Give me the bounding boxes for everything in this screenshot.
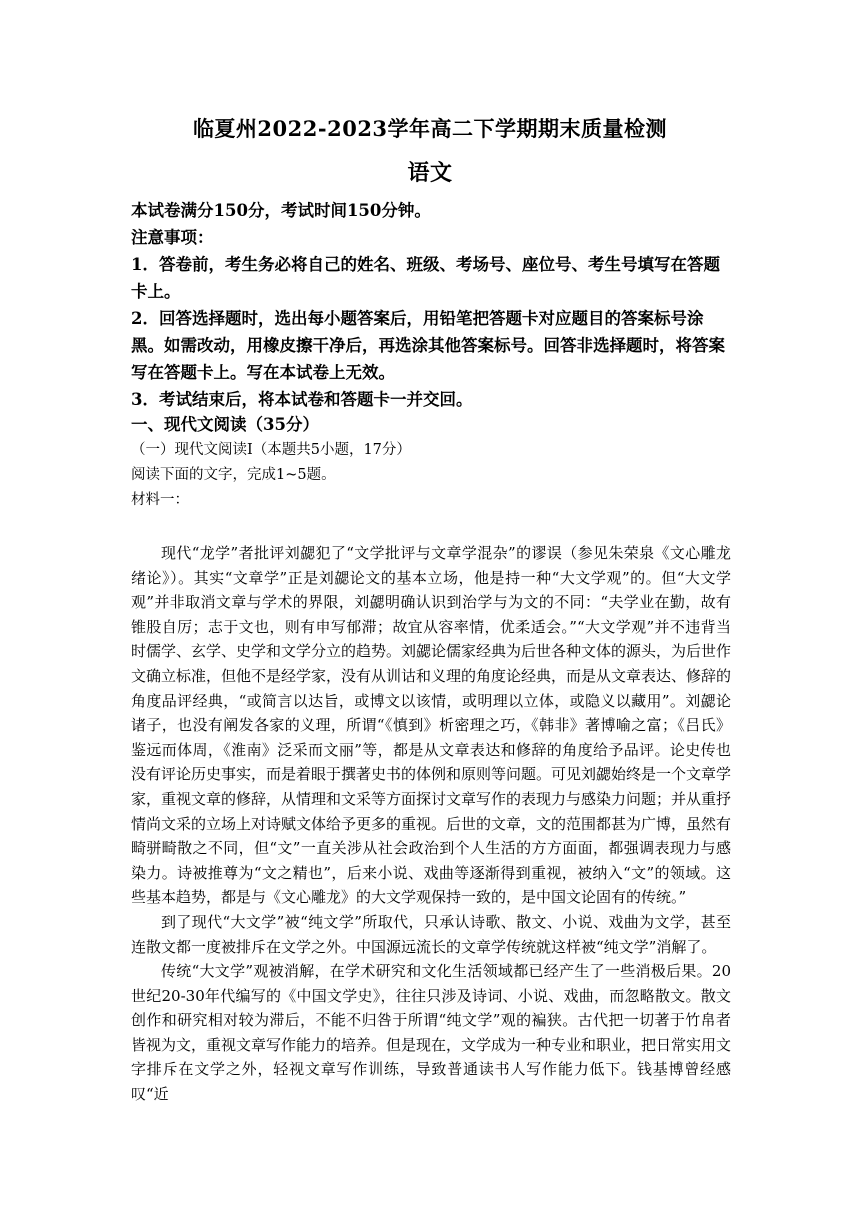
paragraph: 传统“大文学”观被消解，在学术研究和文化生活领域都已经产生了一些消极后果。20世纪20-30年代编写的《中国文学史》，往往只涉及诗词、小说、戏曲，而忽略散文。散文创作和研究相对较为滞后，不能不归咎于所谓“纯文学”观的褊狭。古代把一切著于竹帛者皆视为文，重视文章写作能力的培养。但是现在，文学成为一种专业和职业，把日常实用文字排斥在文学之外，轻视文章写作训练，导致普通读书人写作能力低下。钱基博曾经感叹“近 (131, 962, 732, 1104)
notice-block (131, 197, 731, 413)
material-label: 材料一： (131, 492, 189, 508)
notice-item: 1．答卷前，考生务必将自己的姓名、班级、考场号、座位号、考生号填写在答题卡上。 (131, 255, 720, 301)
exam-intro: 本试卷满分150分，考试时间150分钟。 (131, 201, 431, 220)
paragraph: 到了现代“大文学”被“纯文学”所取代，只承认诗歌、散文、小说、戏曲为文学，甚至连散文都一度被排斥在文学之外。中国源远流长的文章学传统就这样被“纯文学”消解了。 (131, 912, 731, 956)
subsection-heading: （一）现代文阅读Ⅰ（本题共5小题，17分） (131, 442, 411, 458)
notice-item: 2．回答选择题时，选出每小题答案后，用铅笔把答题卡对应题目的答案标号涂黑。如需改动，用橡皮擦干净后，再选涂其他答案标号。回答非选择题时，将答案写在答题卡上。写在本试卷上无效。 (131, 309, 725, 382)
notice-item: 3．考试结束后，将本试卷和答题卡一并交回。 (131, 390, 473, 409)
subject-title: 语文 (407, 160, 453, 186)
section-header (131, 411, 731, 513)
material-body (131, 541, 731, 1107)
notice-label: 注意事项： (131, 228, 214, 247)
section-heading: 一、现代文阅读（35分） (131, 415, 319, 434)
exam-title: 临夏州2022-2023学年高二下学期期末质量检测 (192, 116, 668, 141)
reading-instruction: 阅读下面的文字，完成1~5题。 (131, 467, 336, 483)
paragraph: 现代“龙学”者批评刘勰犯了“文学批评与文章学混杂”的谬误（参见朱荣泉《文心雕龙绪论》）。其实“文章学”正是刘勰论文的基本立场，他是持一种“大文学观”的。但“大文学观”并非取消文章与学术的界限，刘勰明确认识到治学与为文的不同：“夫学业在勤，故有锥股自厉；志于文也，则有申写郁滞；故宜从容率情，优柔适会。”“大文学观”并不违背当时儒学、玄学、史学和文学分立的趋势。刘勰论儒家经典为后世各种文体的源头，为后世作文确立标准，但他不是经学家，没有从训诂和义理的角度论经典，而是从文章表达、修辞的角度品评经典，“或简言以达旨，或博文以该情，或明理以立体，或隐义以藏用”。刘勰论诸子，也没有阐发各家的义理，所谓“《慎到》析密理之巧，《韩非》著博喻之富；《吕氏》鉴远而体周，《淮南》泛采而文丽”等，都是从文章表达和修辞的角度给予品评。论史传也没有评论历史事实，而是着眼于撰著史书的体例和原则等问题。可见刘勰始终是一个文章学家，重视文章的修辞，从情理和文采等方面探讨文章写作的表现力与感染力问题；并从重抒情尚文采的立场上对诗赋文体给予更多的重视。后世的文章，文的范围都甚为广博，虽然有畸骈畸散之不同，但“文”一直关涉从社会政治到个人生活的方方面面，都强调表现力与感染力。诗被推尊为“文之精也”，后来小说、戏曲等逐渐得到重视，被纳入“文”的领域。这些基本趋势，都是与《文心雕龙》的大文学观保持一致的，是中国文论固有的传统。” (131, 544, 732, 907)
